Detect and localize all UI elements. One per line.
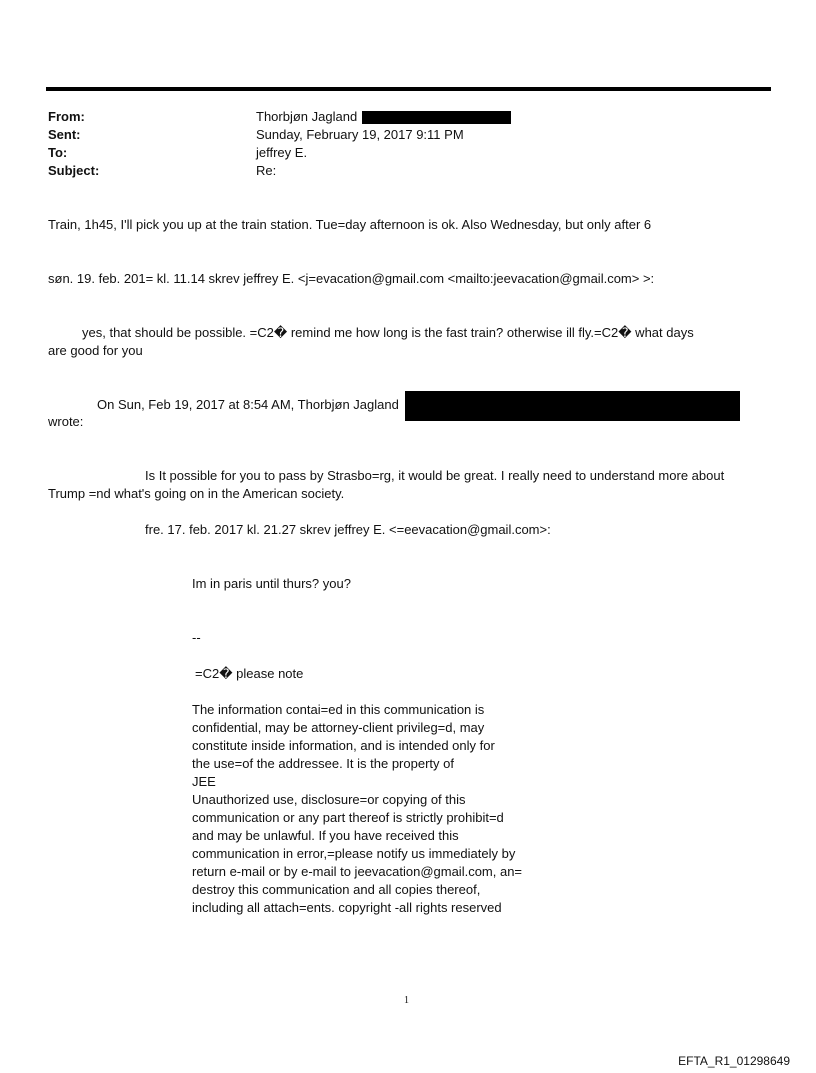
disclaimer-line: constitute inside information, and is intended only for (192, 738, 495, 753)
disclaimer-line: including all attach=ents. copyright -all rights reserved (192, 900, 502, 915)
disclaimer-line: the use=of the addressee. It is the property of (192, 756, 454, 771)
disclaimer-line: communication or any part thereof is strictly prohibit=d (192, 810, 504, 825)
header-rule (46, 87, 771, 91)
document-id: EFTA_R1_01298649 (678, 1054, 790, 1068)
quote1-line2: are good for you (48, 343, 143, 358)
signature-dashes: -- (192, 630, 201, 645)
quote2-line2: Trump =nd what's going on in the American society. (48, 486, 345, 501)
quote1-intro: søn. 19. feb. 201= kl. 11.14 skrev jeffrey E. <j=evacation@gmail.com <mailto:jeevacation@gmail.com> >: (48, 271, 655, 286)
disclaimer-line: communication in error,=please notify us immediately by (192, 846, 516, 861)
redaction-bar (362, 111, 511, 124)
redaction-bar (405, 391, 740, 421)
quote3-intro: fre. 17. feb. 2017 kl. 21.27 skrev jeffrey E. <=eevacation@gmail.com>: (145, 522, 551, 537)
disclaimer-line: and may be unlawful. If you have received this (192, 828, 459, 843)
quote2-intro-line1: On Sun, Feb 19, 2017 at 8:54 AM, Thorbjøn Jagland (97, 397, 399, 412)
quote2-line1: Is It possible for you to pass by Strasbo=rg, it would be great. I really need to understand more about (145, 468, 725, 483)
subject-value: Re: (256, 163, 277, 178)
disclaimer-line: Unauthorized use, disclosure=or copying of this (192, 792, 466, 807)
quote2-intro-line2: wrote: (48, 414, 84, 429)
from-label: From: (48, 109, 85, 124)
reply-text: Train, 1h45, I'll pick you up at the train station. Tue=day afternoon is ok. Also Wednesday, but only after 6 (48, 217, 652, 232)
subject-label: Subject: (48, 163, 100, 178)
from-value: Thorbjøn Jagland (256, 109, 358, 124)
disclaimer-line: destroy this communication and all copies thereof, (192, 882, 481, 897)
disclaimer-line: return e-mail or by e-mail to jeevacation@gmail.com, an= (192, 864, 523, 879)
quote3-message: Im in paris until thurs? you? (192, 576, 351, 591)
disclaimer-line: JEE (192, 774, 216, 789)
quote1-line1: yes, that should be possible. =C2� remind me how long is the fast train? otherwise ill fly.=C2� what days (82, 325, 694, 340)
sent-value: Sunday, February 19, 2017 9:11 PM (256, 127, 464, 142)
to-label: To: (48, 145, 68, 160)
to-value: jeffrey E. (256, 145, 308, 160)
sent-label: Sent: (48, 127, 81, 142)
please-note: =C2� please note (195, 666, 304, 681)
disclaimer-line: The information contai=ed in this communication is (192, 702, 485, 717)
disclaimer-line: confidential, may be attorney-client privileg=d, may (192, 720, 485, 735)
page-number: 1 (404, 995, 409, 1006)
